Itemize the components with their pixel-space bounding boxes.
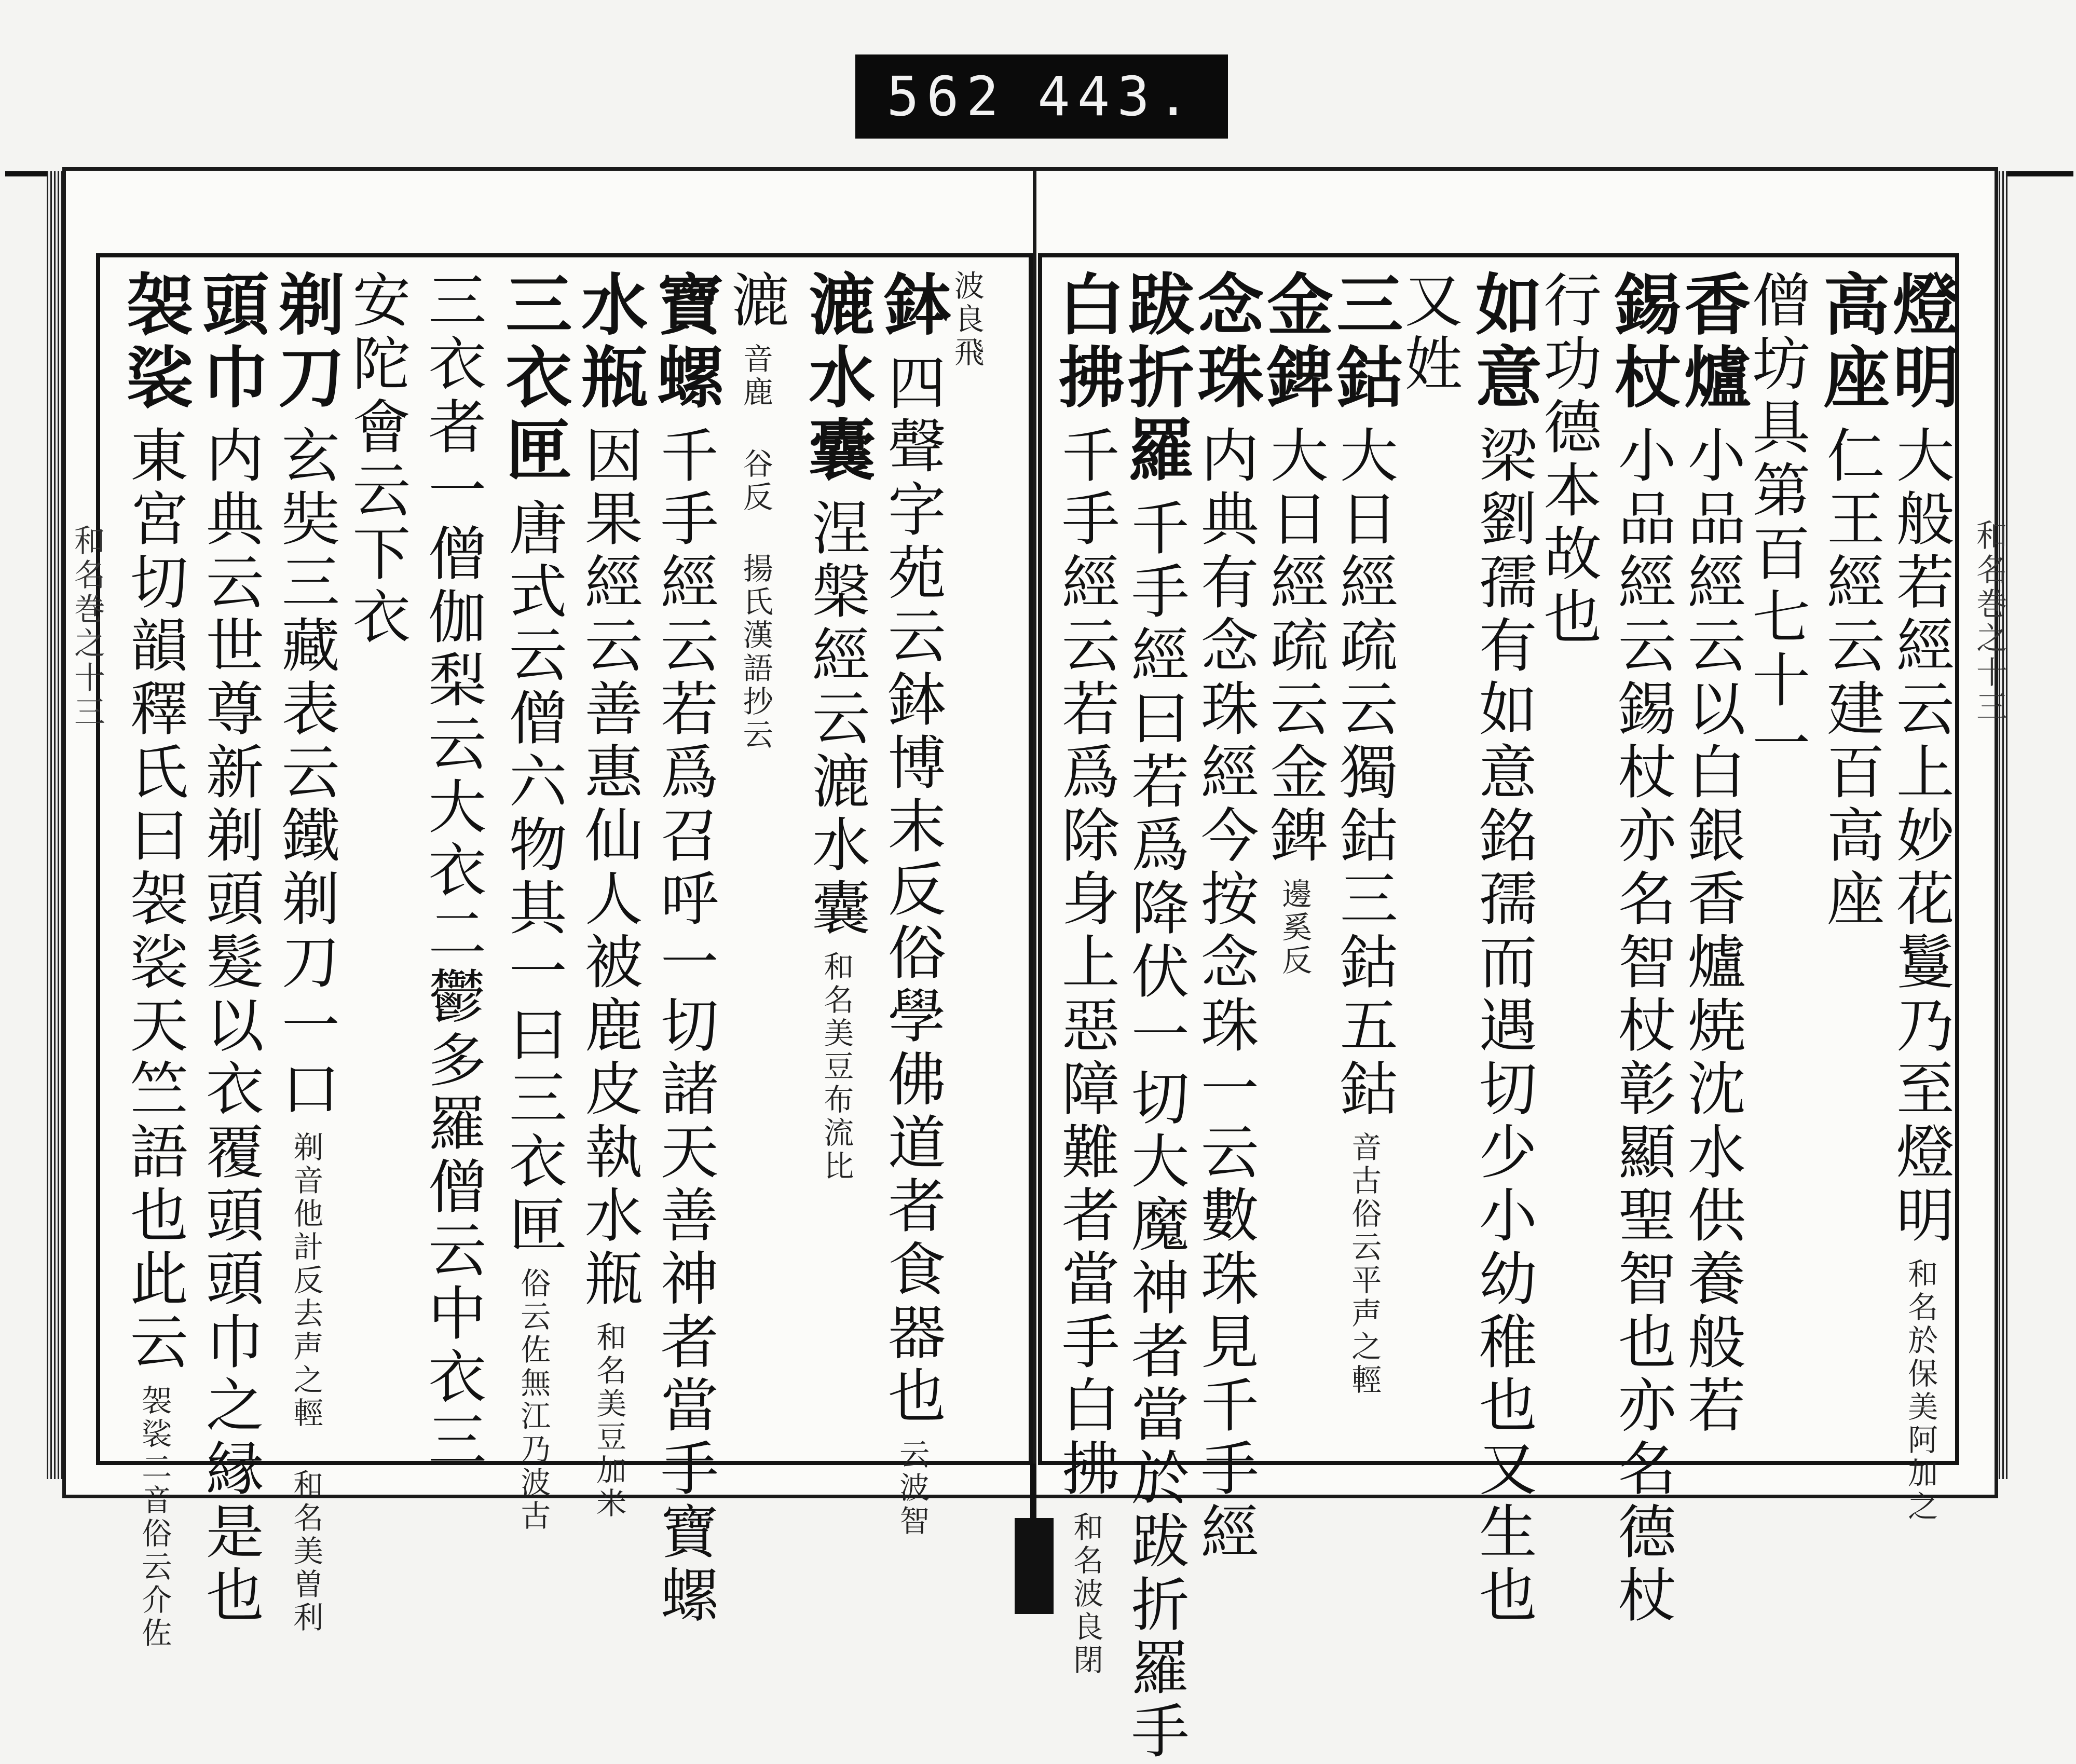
- catalog-number-left: 562: [886, 65, 1006, 128]
- right-page-column-body: 小品經云以白銀香爐焼沈水供養般若: [1678, 425, 1746, 1438]
- left-page-column-body: 内典云世尊新剃頭髮以衣覆頭頭巾之縁是也: [196, 425, 264, 1628]
- right-page-column-head: 三鈷: [1325, 270, 1403, 415]
- right-page-column-head: 念珠: [1186, 270, 1264, 415]
- right-page-column: [1117, 270, 1193, 1764]
- left-page-column-head: 袈裟: [115, 270, 194, 415]
- right-page-column-note: 和名於保美阿加之: [1903, 1258, 1938, 1524]
- left-page-column-head: 漉水囊: [797, 270, 876, 488]
- left-page-column-head: 鉢: [873, 270, 951, 343]
- book-spine-line: [1030, 1464, 1036, 1521]
- right-page-column-body: 内典有念珠經今按念珠一云數珠見千手經: [1191, 425, 1259, 1565]
- left-page-margin-title: 和名巻之十三: [69, 524, 105, 730]
- left-page-column-body: 千手經云若爲召呼一切諸天善神者當手寶螺: [651, 425, 719, 1628]
- left-page-column: [116, 270, 192, 1650]
- right-page-column-note: 音古俗云平声之輕: [1346, 1131, 1382, 1397]
- left-page-column: [646, 270, 722, 1628]
- right-page-column-head: 白拂: [1047, 270, 1125, 415]
- catalog-number-label: [855, 54, 1228, 139]
- left-page-column-note: 俗云佐無江乃波古: [515, 1267, 551, 1533]
- right-page-column: [1465, 270, 1541, 1628]
- right-page-column-body: 仁王經云建百高座: [1817, 425, 1885, 932]
- right-page-column: [1256, 270, 1332, 978]
- left-page-column: [495, 270, 571, 1533]
- right-page-column-head: 高座: [1812, 270, 1890, 415]
- left-page-column-head: 寶螺: [646, 270, 724, 415]
- left-page-column-note: 袈裟二音俗云介佐: [136, 1385, 172, 1650]
- right-page-column-body: 小品經云錫杖亦名智杖彰顯聖智也亦名德杖: [1608, 425, 1676, 1628]
- left-page-column-body: 四聲字苑云鉢博末反俗學佛道者食器也: [878, 352, 946, 1429]
- right-page-column-head: 如意: [1464, 270, 1542, 415]
- right-page-column: [1326, 270, 1402, 1397]
- left-page-column: [192, 270, 268, 1628]
- right-page-column-body: 大日經疏云獨鈷三鈷五鈷: [1330, 425, 1398, 1122]
- left-page-column-head: 頭巾: [191, 270, 269, 415]
- right-page-column-head: 燈明: [1881, 270, 1960, 415]
- left-page-column: [570, 270, 647, 1521]
- left-page-column: [722, 270, 789, 752]
- left-page-column-body: 涅槃經云漉水囊: [802, 498, 870, 941]
- right-page-margin-title: 和名巻之十三: [1971, 519, 2007, 724]
- right-page-column: [1604, 270, 1680, 1628]
- left-page-column-body: 三衣者一僧伽梨云大衣二鬱多羅僧云中衣三: [418, 270, 486, 1473]
- right-page-column-body: 又姓: [1395, 270, 1463, 396]
- left-page-column: [267, 270, 344, 1635]
- left-page-column-note: 云波智: [894, 1439, 930, 1538]
- left-page-column: [873, 270, 950, 1538]
- right-page-column-body: 千手經云若爲除身上惡障難者當手白拂: [1052, 425, 1120, 1501]
- left-page-column-head: 水瓶: [570, 270, 648, 415]
- right-page-column-note: 邊奚反: [1277, 878, 1313, 978]
- left-page-column-body: 玄奘三藏表云鐵剃刀一口: [272, 425, 340, 1122]
- left-page-column: [949, 270, 984, 370]
- left-page-column-head: 剃刀: [267, 270, 345, 415]
- right-page-column-head: 香爐: [1673, 270, 1751, 415]
- right-page-column-body: 僧坊具第百七十一: [1742, 270, 1810, 776]
- right-page-column-body: 梁劉孺有如意銘孺而遇切少小幼稚也又生也: [1469, 425, 1537, 1628]
- left-page-column-body: 因果經云善惠仙人被鹿皮執水瓶: [575, 425, 643, 1311]
- right-page-column: [1186, 270, 1263, 1565]
- left-page-column-head: 三衣匣: [494, 270, 572, 488]
- left-page-column: [343, 270, 410, 650]
- left-page-column-body: 安陀會云下衣: [343, 270, 411, 650]
- left-page-column: [419, 270, 486, 1473]
- right-page-column: [1534, 270, 1601, 650]
- right-page-column-body: 大日經疏云金錍: [1261, 425, 1329, 868]
- left-page-column-note: 音鹿 谷反 揚氏漢語抄云: [737, 343, 773, 752]
- left-page-column-body: 漉: [721, 270, 789, 333]
- right-page-column: [1673, 270, 1750, 1438]
- right-page-column-body: 行功德本故也: [1534, 270, 1602, 650]
- left-page-column-note: 和名美豆布流比: [818, 951, 854, 1183]
- left-page-column-note: 波良飛: [949, 270, 985, 370]
- right-page-column-body: 大般若經云上妙花鬘乃至燈明: [1887, 425, 1955, 1248]
- left-page-column-note: 和名美豆加米: [591, 1321, 627, 1521]
- right-page-column: [1395, 270, 1462, 396]
- left-page-column-body: 唐式云僧六物其一曰三衣匣: [499, 498, 567, 1257]
- left-page-column: [798, 270, 874, 1183]
- right-page-column-head: 跋折羅: [1116, 270, 1195, 488]
- right-page-column-head: 金錍: [1255, 270, 1334, 415]
- right-page-column-head: 錫杖: [1603, 270, 1682, 415]
- right-page-column-note: 和名波良閉: [1068, 1511, 1104, 1677]
- right-page-column: [1812, 270, 1889, 932]
- left-page-column-body: 東宮切韻釋氏曰袈裟天竺語也此云: [120, 425, 188, 1375]
- right-page-column: [1743, 270, 1810, 776]
- right-page-column: [1047, 270, 1124, 1677]
- right-page-column-body: 千手經曰若爲降伏一切大魔神者當於跋折羅手: [1122, 498, 1190, 1764]
- left-page-column-note: 剃音他計反去声之輕 和名美曽利: [288, 1131, 324, 1635]
- right-page-column: [1882, 270, 1958, 1524]
- catalog-number-right: 443.: [1037, 65, 1197, 128]
